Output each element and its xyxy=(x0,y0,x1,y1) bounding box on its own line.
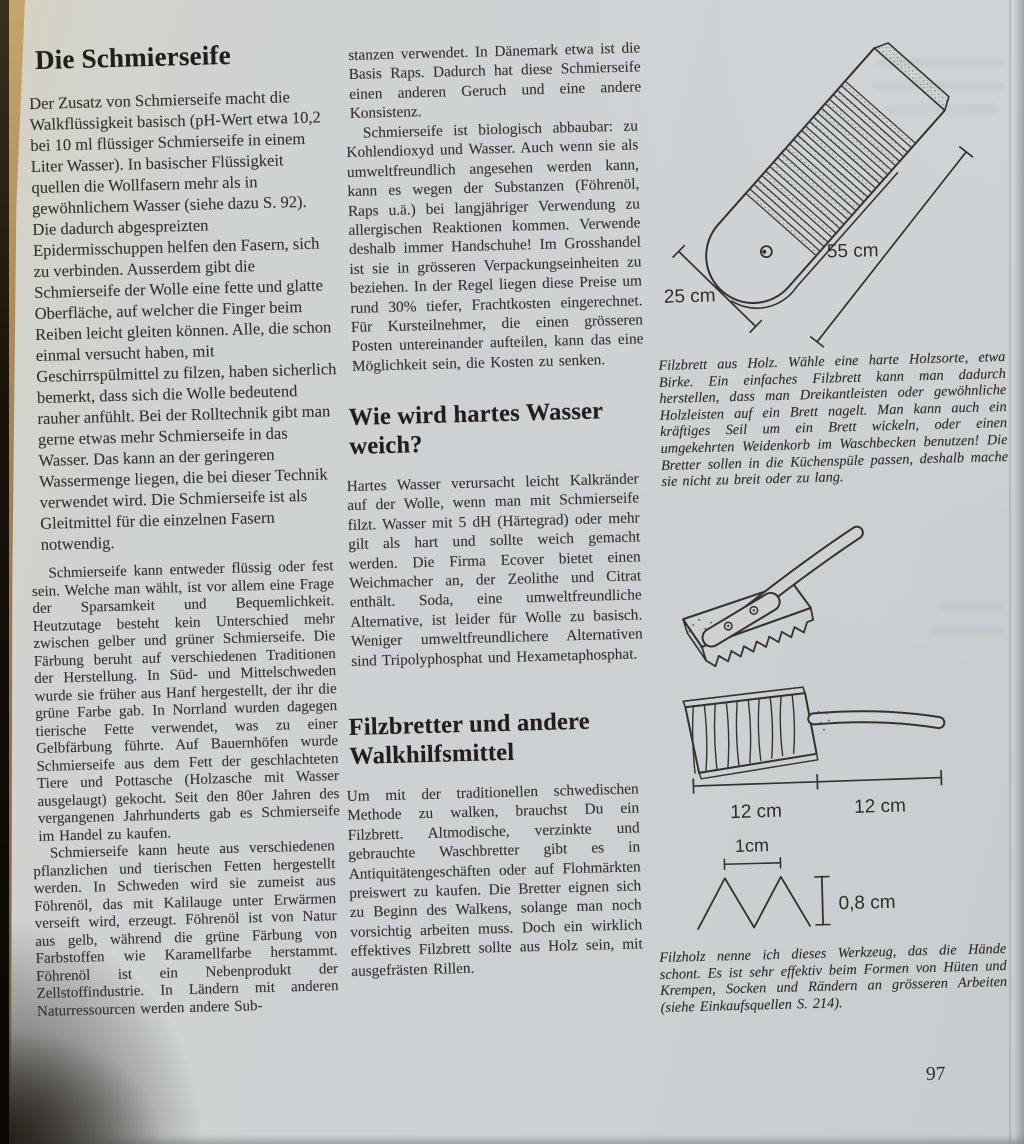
paragraph-continuation: stanzen verwendet. In Dänemark etwa ist die Basis Raps. Dadurch hat diese Schmierseife einen anderen Geruch und eine andere Konsistenz. xyxy=(348,39,642,123)
filzholz-angled-view xyxy=(681,533,860,667)
filzholz-caption: Filzholz nenne ich dieses Werkzeug, das die Hände schont. Es ist sehr effektiv beim Formen von Hüten und Krempen, Socken und Rändern an grösseren Arbeiten (siehe Einkaufsquellen S. 214). xyxy=(659,940,1008,1016)
block-length-label: 12 cm xyxy=(729,800,783,824)
felting-tools-illustration xyxy=(651,513,1014,942)
washboard-caption: Filzbrett aus Holz. Wähle eine harte Holzsorte, etwa Birke. Ein einfaches Filzbrett kann man dadurch herstellen, dass man Dreikantleisten oder gewöhnliche Holzleisten auf ein Brett nagelt. Man kann auch ein kräftiges Seil um ein Brett wickeln, oder einen umgekehrten Weidenkorb im Waschbecken benutzen! Die Bretter sollen in die Küchenspüle passen, deshalb mache sie nicht zu breit oder zu lang. xyxy=(658,348,1009,491)
handle-length-label: 12 cm xyxy=(853,795,907,818)
section-heading-water: Wie wird hartes Wasser weich? xyxy=(348,397,604,460)
page-edge-curl xyxy=(7,0,25,1144)
page-title: Die Schmierseife xyxy=(34,39,232,75)
board-length-label: 55 cm xyxy=(826,240,879,263)
paragraph-felting-boards: Um mit der traditionellen schwedischen Methode zu walken, brauchst Du ein Filzbrett. Altmodische, verzinkte und gebrauchte Waschbretter gibt es in Antiquitätengeschäften oder auf Flohmärkten preiswert zu kaufen. Die Bretter eignen sich zu Beginn des Walkens, solange man noch vorsichtig arbeiten muss. Doch ein wirklich effektives Filzbrett sollte aus Holz sein, mit ausgefrästen Rillen. xyxy=(346,780,643,980)
paragraph-hard-water: Hartes Wasser verursacht leicht Kalkränder auf der Wolle, wenn man mit Schmierseife filzt. Wasser mit 5 dH (Härtegrad) oder mehr gilt als hart und sollte weich gemacht werden. Die Firma Ecover bietet einen Weichmacher an, der Zeolithe und Citrat enthält. Soda, eine umweltfreundliche Alternative, ist leider für Wolle zu basisch. Weniger umweltfreundlichere Alternativen sind Tripolyphosphat und Hexametaphosphat. xyxy=(346,470,643,670)
section-heading-boards: Filzbretter und andere Walkhilfsmittel xyxy=(348,707,591,770)
paragraph-soap-intro: Der Zusatz von Schmierseife macht die Walkflüssigkeit basisch (pH-Wert etwa 10,2 bei 10 ml flüssiger Schmierseife in einem Liter Wasser). In basischer Flüssigkeit quellen die Wollfasern mehr als in gewöhnlichem Wasser (siehe dazu S. 92). Die dadurch abgespreizten Epidermisschuppen helfen den Fasern, sich zu verbinden. Ausserdem gibt die Schmierseife der Wolle eine fette und glatte Oberfläche, auf welcher die Finger beim Reiben leicht gleiten können. Alle, die schon einmal versucht haben, mit Geschirrspülmittel zu filzen, haben sicherlich bemerkt, dass sich die Wolle bedeutend rauher anfühlt. Bei der Rolltechnik gibt man gerne etwas mehr Schmierseife in das Wasser. Das kann an der geringeren Wassermenge liegen, die bei dieser Technik verwendet wird. Die Schmierseife ist als Gleitmittel für die einzelnen Fasern notwendig. xyxy=(28,87,337,554)
washboard-ridges xyxy=(746,81,916,256)
right-scan-edge xyxy=(1014,0,1024,1144)
middle-column xyxy=(346,39,644,981)
tooth-height-label: 0,8 cm xyxy=(838,891,896,915)
washboard-body xyxy=(686,38,958,327)
tooth-width-label: 1cm xyxy=(734,835,770,856)
paragraph-biodegradable: Schmierseife ist biologisch abbaubar: zu Kohlendioxyd und Wasser. Auch wenn sie als umweltfreundlich angesehen werden kann, kann es wegen der Substanzen (Föhrenöl, Raps u.ä.) bei langjähriger Verwendung zu allergischen Reaktionen kommen. Verwende deshalb immer Handschuhe! Im Grosshandel ist sie in grösseren Verpackungseinheiten zu beziehen. In der Regel liegen diese Preise um rund 30% tiefer, Frachtkosten eingerechnet. Für Kursteilnehmer, die einen grösseren Posten untereinander aufteilen, kann das eine Möglichkeit sein, die Kosten zu senken. xyxy=(346,117,644,375)
board-width-label: 25 cm xyxy=(663,285,716,308)
washboard-illustration xyxy=(650,3,1011,364)
paragraph-soap-production: Schmierseife kann heute aus verschiedenen pflanzlichen und tierischen Fetten hergestellt werden. In Schweden wird sie zumeist aus Föhrenöl, das mit Kalilauge unter Erwärmen verseift wird, erzeugt. Föhrenöl ist von Natur aus gelb, während die grüne Färbung von Farbstoffen wie Karamellfarbe herstammt. Föhrenöl ist ein Nebenprodukt der Zellstoffindustrie. In Ländern mit anderen Naturressourcen werden andere Sub- xyxy=(33,838,339,1020)
left-column xyxy=(28,39,341,1021)
page-number: 97 xyxy=(925,1063,946,1085)
ribs xyxy=(692,694,796,773)
paragraph-soap-types: Schmierseife kann entweder flüssig oder fest sein. Welche man wählt, ist vor allem eine Frage der Sparsamkeit und Bequemlichkeit. Heutzutage besteht kein Unterschied mehr zwischen gelber und grüner Schmierseife. Die Färbung beruht auf verschiedenen Traditionen der Herstellung. In Süd- und Mittelschweden wurde sie früher aus Hanf hergestellt, der ihr die grüne Farbe gab. In Norrland wurden dagegen tierische Fette verwendet, was zu einer Gelbfärbung führte. Auf Bauernhöfen wurde Schmierseife aus dem Fett der geschlachteten Tiere und Pottasche (Holzasche mit Wasser ausgelaugt) gekocht. Seit den 80er Jahren des vergangenen Jahrhunderts gab es Schmierseife im Handel zu kaufen. xyxy=(31,558,341,845)
filzholz-side-view xyxy=(683,684,940,780)
page-binding-edge xyxy=(0,0,9,1144)
page-fold-line xyxy=(1009,0,1011,1144)
tooth-profile-detail xyxy=(696,857,830,929)
corner-shadow xyxy=(0,1024,170,1144)
hang-hole xyxy=(759,244,775,260)
